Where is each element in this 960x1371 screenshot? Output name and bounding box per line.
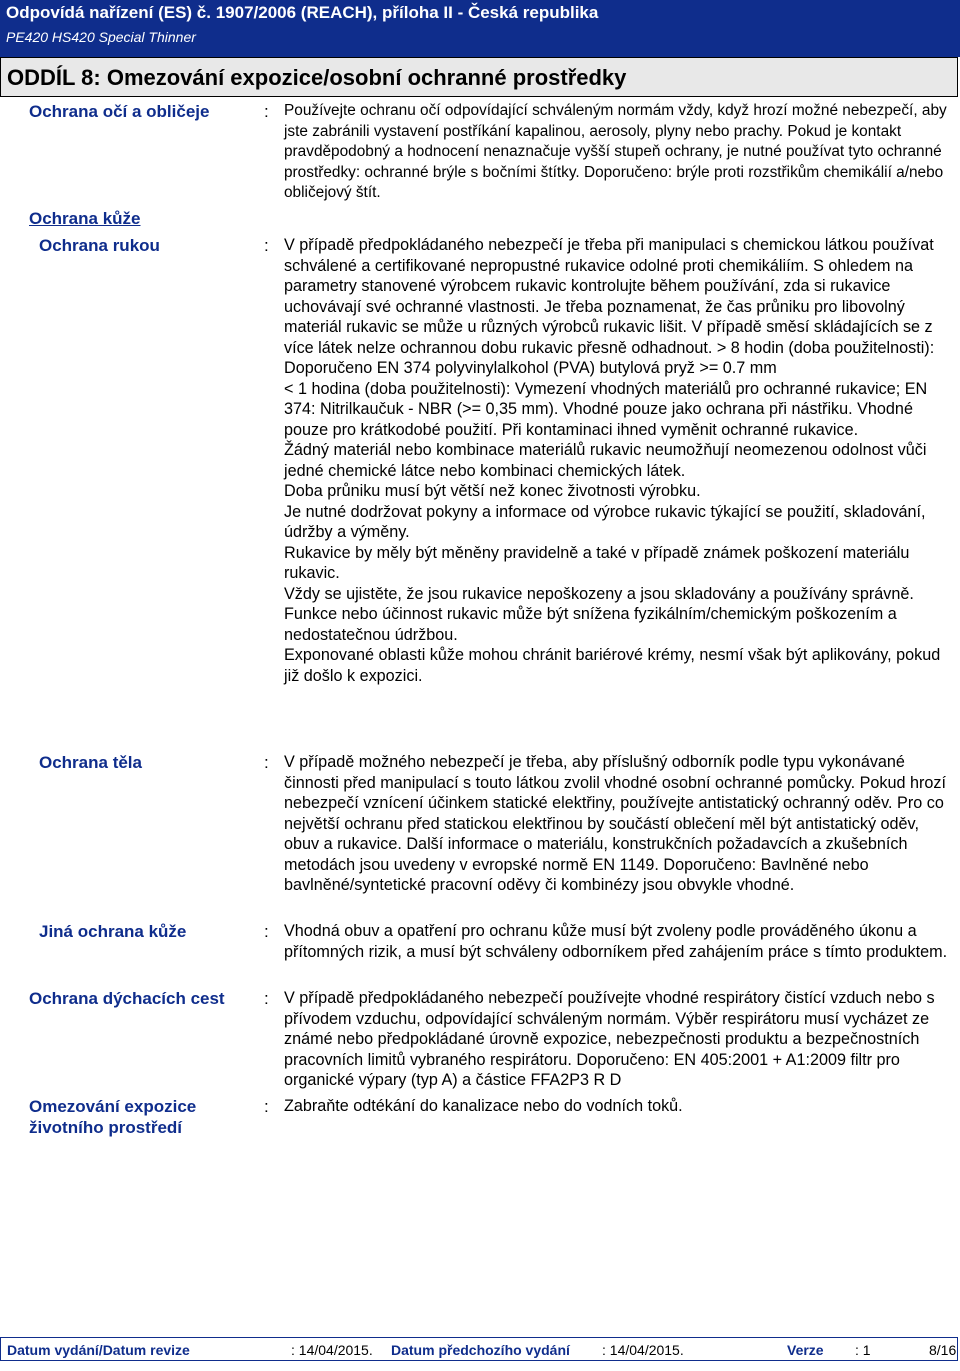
product-name: PE420 HS420 Special Thinner bbox=[6, 29, 196, 45]
hand-paragraph: Vždy se ujistěte, že jsou rukavice nepoškozeny a jsou skladovány a používány správně. bbox=[284, 584, 914, 603]
body-protection-text: V případě možného nebezpečí je třeba, aby příslušný odborník podle typu vykonávané činnosti před manipulací s touto látkou zvolil vhodné osobní ochranné pomůcky. Pokud hrozí nebezpečí vznícení účinkem statické elektřiny, používejte antistatický ochranný oděv. Pro co největší ochranu před statickou elektřinou by součástí oblečení měl být antistatický oděv, obuv a rukavice. Další informace o materiálu, konstrukčních požadavcích a zkušebních metodách jsou uvedeny v evropské normě EN 1149. Doporučeno: Bavlněné nebo bavlněné/syntetické pracovní oděvy či kombinézy jsou obvykle vhodné. bbox=[284, 753, 946, 894]
respiratory-protection-label: Ochrana dýchacích cest bbox=[29, 989, 225, 1008]
environmental-exposure-label: Omezování expozice životního prostředí bbox=[29, 1097, 197, 1137]
body-protection-label: Ochrana těla bbox=[39, 753, 142, 772]
respiratory-protection-text: V případě předpokládaného nebezpečí používejte vhodné respirátory čistící vzduch nebo s přívodem vzduchu, odpovídající schváleným normám. Výběr respirátoru musí vycházet ze známé nebo předpokládané úrovně expozice, nebezpečnosti produktu a bezpečnostních pracovních limitů vybraného respirátoru. Doporučeno: EN 405:2001 + A1:2009 filtr pro organické výpary (typ A) a částice FFA2P3 R D bbox=[284, 989, 935, 1089]
hand-paragraph: Funkce nebo účinnost rukavic může být snížena fyzikálním/chemickým poškozením a nedostatečnou údržbou. bbox=[284, 605, 897, 644]
other-skin-protection-text: Vhodná obuv a opatření pro ochranu kůže musí být zvoleny podle prováděného úkonu a přítomných rizik, a musí být schváleny odborníkem před zahájením práce s tímto produktem. bbox=[284, 922, 948, 961]
hand-protection-text bbox=[284, 235, 956, 686]
section-heading bbox=[0, 57, 958, 97]
eye-protection-colon: : bbox=[264, 102, 269, 121]
issue-date-label: Datum vydání/Datum revize bbox=[7, 1342, 190, 1358]
version-label: Verze bbox=[787, 1342, 824, 1358]
issue-date-value: : 14/04/2015. bbox=[291, 1342, 373, 1358]
hand-protection-label: Ochrana rukou bbox=[39, 236, 160, 255]
hand-paragraph: Rukavice by měly být měněny pravidelně a také v případě známek poškození materiálu rukavic. bbox=[284, 543, 910, 582]
regulation-title: Odpovídá nařízení (ES) č. 1907/2006 (REACH), příloha II - Česká republika bbox=[6, 3, 599, 22]
environmental-exposure-text: Zabraňte odtékání do kanalizace nebo do vodních toků. bbox=[284, 1097, 683, 1115]
page-number: 8/16 bbox=[929, 1342, 957, 1358]
skin-protection-label: Ochrana kůže bbox=[29, 209, 141, 228]
previous-issue-value: : 14/04/2015. bbox=[602, 1342, 684, 1358]
section-title: ODDÍL 8: Omezování expozice/osobní ochranné prostředky bbox=[7, 65, 627, 90]
hand-paragraph: V případě předpokládaného nebezpečí je třeba při manipulaci s chemickou látkou používat schválené a certifikované nepropustné rukavice odolné proti chemikáliím. S ohledem na parametry stanovené výrobcem rukavic kontrolujte během používání, zda si rukavice uchovávají své ochranné vlastnosti. Je třeba poznamenat, že čas průniku pro libovolný materiál rukavic se může u různých výrobců rukavic lišit. V případě směsí skládajících se z více látek nelze ochrannou dobu rukavic přesně odhadnout. > 8 hodin (doba použitelnosti): Doporučeno EN 374 polyvinylalkohol (PVA) butylová pryž >= 0.7 mm bbox=[284, 236, 935, 377]
body-protection-colon: : bbox=[264, 753, 269, 772]
page-footer bbox=[0, 1337, 958, 1361]
hand-paragraph: < 1 hodina (doba použitelnosti): Vymezení vhodných materiálů pro ochranné rukavice; EN 374: Nitrilkaučuk - NBR (>= 0,35 mm). Vhodné pouze jako ochrana při nástřiku. Vhodné pouze pro krátkodobé použití. Při kontaminaci ihned vyměnit ochranné rukavice. bbox=[284, 379, 928, 439]
hand-paragraph: Exponované oblasti kůže mohou chránit bariérové krémy, nesmí však být aplikovány, pokud již došlo k expozici. bbox=[284, 646, 941, 685]
eye-protection-label: Ochrana očí a obličeje bbox=[29, 102, 210, 121]
hand-paragraph: Žádný materiál nebo kombinace materiálů rukavic neumožňují neomezenou odolnost vůči jedné chemické látce nebo kombinaci chemických látek. bbox=[284, 441, 927, 480]
hand-protection-colon: : bbox=[264, 236, 269, 255]
previous-issue-label: Datum předchozího vydání bbox=[391, 1342, 570, 1358]
other-skin-protection-label: Jiná ochrana kůže bbox=[39, 922, 187, 941]
other-skin-protection-colon: : bbox=[264, 922, 269, 941]
hand-paragraph: Doba průniku musí být větší než konec životnosti výrobku. bbox=[284, 482, 701, 500]
respiratory-protection-colon: : bbox=[264, 989, 269, 1008]
hand-paragraph: Je nutné dodržovat pokyny a informace od výrobce rukavic týkající se použití, skladování, údržby a výměny. bbox=[284, 502, 926, 541]
version-value: : 1 bbox=[855, 1342, 871, 1358]
page-header bbox=[0, 0, 960, 57]
eye-protection-text: Používejte ochranu očí odpovídající schváleným normám vždy, když hrozí možné nebezpečí, aby jste zabránili vystavení postříkání kapalinou, aerosoly, plyny nebo prachy. Pokud je kontakt pravděpodobný a hodnocení nenaznačuje vyšší stupeň ochrany, je nutné používat tyto ochranné prostředky: ochranné brýle s bočními štítky. Doporučeno: brýle proti rozstřikům chemikálií a/nebo obličejový štít. bbox=[284, 102, 947, 201]
environmental-exposure-colon: : bbox=[264, 1097, 269, 1116]
